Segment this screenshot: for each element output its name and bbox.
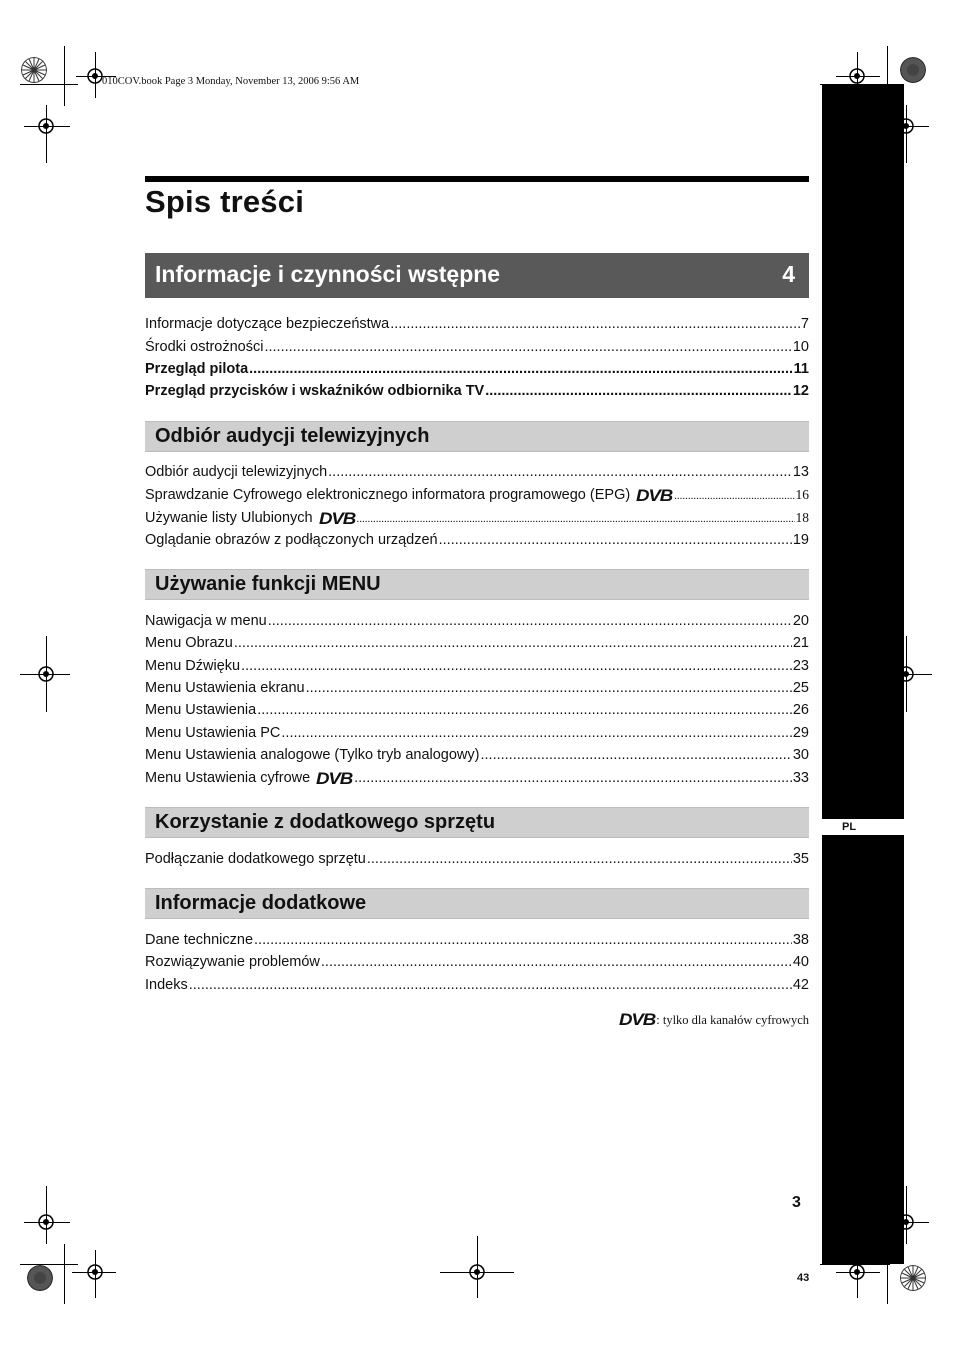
toc-entry-page: 11 [793,361,809,377]
leader-dots [189,976,792,994]
dvb-icon: DVB [619,1010,656,1029]
leader-dots [674,489,794,504]
toc-entry-label: Menu Ustawienia analogowe (Tylko tryb analogowy) [145,747,480,763]
toc-entry-label: Menu Ustawienia PC [145,725,281,741]
leader-dots [281,724,791,742]
leader-dots [328,463,792,481]
toc-entry-page: 18 [795,510,809,525]
toc-entry[interactable] [145,677,809,697]
footnote-text: : tylko dla kanałów cyfrowych [656,1013,809,1027]
leader-dots [439,531,792,549]
toc-entry-page: 42 [792,977,809,993]
toc-entry-label: Menu Ustawienia [145,702,257,718]
registration-mark-icon [846,1261,868,1283]
leader-dots [485,382,792,400]
toc-entry-label: Używanie listy Ulubionych [145,510,313,526]
toc-entry[interactable] [145,767,809,787]
section-title: Korzystanie z dodatkowego sprzętu [155,811,496,833]
section-title: Odbiór audycji telewizyjnych [155,425,430,447]
toc-entry[interactable] [145,744,809,764]
starburst-mark-icon [900,57,926,83]
dvb-icon: DVB [636,486,673,505]
toc-entry-label: Menu Dźwięku [145,658,241,674]
toc-entry[interactable] [145,484,809,504]
leader-dots [480,746,791,764]
toc-entry-page: 40 [792,954,809,970]
toc-entry-label: Nawigacja w menu [145,613,267,629]
toc-entry-page: 12 [792,383,809,399]
toc-entry-label: Rozwiązywanie problemów [145,954,320,970]
side-thumb-bar [822,84,904,1264]
dvb-footnote [613,1011,809,1028]
toc-entry-label: Sprawdzanie Cyfrowego elektronicznego informatora programowego (EPG) [145,487,631,503]
registration-mark-icon [35,663,57,685]
section-header-extra-equipment [145,807,809,838]
leader-dots [321,953,792,971]
leader-dots [241,657,792,675]
toc-entry-page: 21 [792,635,809,651]
leader-dots [249,360,793,378]
registration-mark-icon [35,1211,57,1233]
language-tab [822,819,904,835]
toc-entry[interactable] [145,358,809,378]
toc-entry-page: 26 [792,702,809,718]
section-header-menu-functions [145,569,809,600]
leader-dots [357,512,795,527]
toc-entry-label: Przegląd pilota [145,361,249,377]
registration-mark-icon [35,115,57,137]
leader-dots [254,931,792,949]
toc-entry-label: Przegląd przycisków i wskaźników odbiornika TV [145,383,485,399]
toc-entry[interactable] [145,380,809,400]
toc-entry-page: 19 [792,532,809,548]
toc-entry[interactable] [145,848,809,868]
toc-entry[interactable] [145,655,809,675]
section-header-getting-started [145,253,809,298]
toc-entry[interactable] [145,951,809,971]
starburst-mark-icon [21,57,47,83]
section-title: Informacje dodatkowe [155,892,367,914]
toc-entry-page: 30 [792,747,809,763]
starburst-mark-icon [27,1265,53,1291]
leader-dots [390,315,800,333]
language-tab-label: PL [842,821,857,833]
toc-entry-page: 20 [792,613,809,629]
toc-entry-page: 16 [795,487,809,502]
toc-entry-label: Menu Obrazu [145,635,233,651]
toc-entry[interactable] [145,461,809,481]
starburst-mark-icon [900,1265,926,1291]
toc-entry-page: 33 [792,770,809,786]
toc-entry-label: Odbiór audycji telewizyjnych [145,464,328,480]
toc-entry-page: 10 [792,339,809,355]
toc-entry[interactable] [145,336,809,356]
toc-entry-label: Środki ostrożności [145,339,264,355]
toc-entry-page: 25 [792,680,809,696]
toc-entry[interactable] [145,974,809,994]
toc-entry-label: Oglądanie obrazów z podłączonych urządzeń [145,532,438,548]
registration-mark-icon [466,1261,488,1283]
toc-entry-label: Indeks [145,977,188,993]
toc-entry-page: 35 [792,851,809,867]
toc-entry-page: 23 [792,658,809,674]
section-page-number: 4 [782,261,795,287]
toc-entry[interactable] [145,507,809,527]
leader-dots [306,679,792,697]
dvb-icon: DVB [316,769,353,788]
section-title: Używanie funkcji MENU [155,573,381,595]
leader-dots [234,634,792,652]
toc-entry-label: Dane techniczne [145,932,254,948]
toc-entry-page: 29 [792,725,809,741]
leader-dots [268,612,792,630]
page-number: 3 [792,1194,801,1211]
toc-entry[interactable] [145,722,809,742]
section-title: Informacje i czynności wstępne [155,261,501,287]
toc-entry[interactable] [145,313,809,333]
leader-dots [354,769,792,787]
toc-entry[interactable] [145,699,809,719]
print-page-number: 43 [797,1272,810,1284]
registration-mark-icon [84,1261,106,1283]
dvb-icon: DVB [318,509,355,528]
toc-entry-page: 13 [792,464,809,480]
print-header: 010COV.book Page 3 Monday, November 13, 2006 9:56 AM [102,76,360,87]
toc-entry-page: 7 [800,316,809,332]
toc-entry[interactable] [145,529,809,549]
toc-entry-label: Menu Ustawienia ekranu [145,680,305,696]
section-header-additional-info [145,888,809,919]
section-header-watching-tv [145,421,809,452]
toc-entry-label: Menu Ustawienia cyfrowe [145,770,311,786]
toc-entry[interactable] [145,632,809,652]
page-title: Spis treści [145,184,305,219]
title-rule [145,176,809,182]
leader-dots [367,850,792,868]
toc-entry[interactable] [145,610,809,630]
toc-entry[interactable] [145,929,809,949]
toc-entry-label: Informacje dotyczące bezpieczeństwa [145,316,390,332]
leader-dots [264,338,791,356]
toc-entry-label: Podłączanie dodatkowego sprzętu [145,851,366,867]
leader-dots [257,701,792,719]
toc-entry-page: 38 [792,932,809,948]
